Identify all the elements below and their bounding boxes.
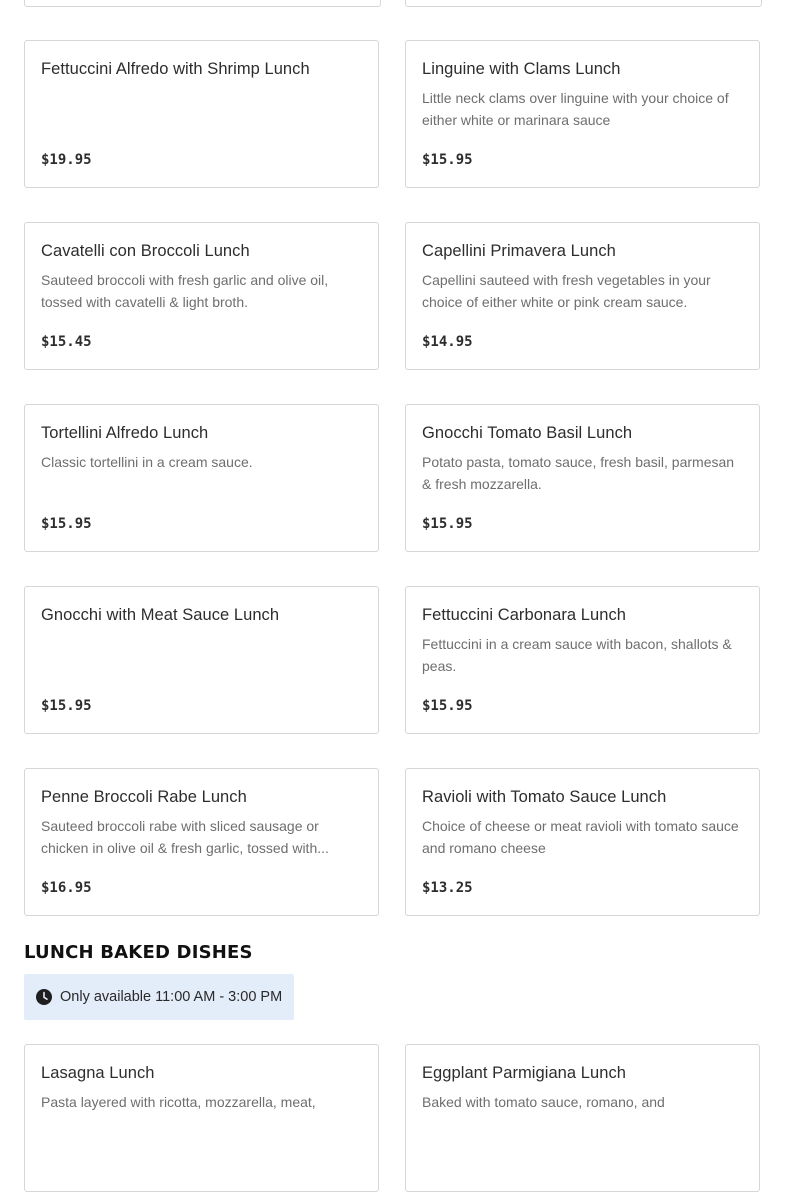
menu-item-price: $15.95: [422, 152, 473, 168]
menu-item-description: Potato pasta, tomato sauce, fresh basil, parmesan & fresh mozzarella.: [422, 454, 735, 492]
menu-item-price: $15.45: [41, 334, 92, 350]
menu-item-name: Ravioli with Tomato Sauce Lunch: [422, 788, 667, 806]
availability-banner: [24, 974, 294, 1020]
menu-item-name: Gnocchi Tomato Basil Lunch: [422, 424, 633, 442]
menu-item-description: Fettuccini in a cream sauce with bacon, shallots & peas.: [422, 636, 732, 674]
menu-item-price: $19.95: [41, 152, 92, 168]
menu-item-card[interactable]: [24, 222, 379, 370]
menu-item-name: Penne Broccoli Rabe Lunch: [41, 788, 247, 806]
section-title: LUNCH BAKED DISHES: [24, 942, 253, 963]
menu-item-name: Fettuccini Carbonara Lunch: [422, 606, 626, 624]
menu-item-name: Capellini Primavera Lunch: [422, 242, 616, 260]
menu-item-description: Little neck clams over linguine with your choice of either white or marinara sauce: [422, 90, 729, 128]
menu-item-price: $14.95: [422, 334, 473, 350]
menu-item-card[interactable]: [24, 1044, 379, 1192]
menu-item-card[interactable]: [405, 1044, 760, 1192]
menu-item-price: $15.95: [422, 516, 473, 532]
menu-item-card-partial[interactable]: [405, 0, 762, 7]
menu-item-name: Linguine with Clams Lunch: [422, 60, 621, 78]
menu-item-card[interactable]: [405, 222, 760, 370]
menu-item-card[interactable]: [24, 586, 379, 734]
menu-item-price: $15.95: [41, 516, 92, 532]
menu-item-name: Cavatelli con Broccoli Lunch: [41, 242, 250, 260]
menu-item-name: Lasagna Lunch: [41, 1064, 155, 1082]
menu-item-name: Fettuccini Alfredo with Shrimp Lunch: [41, 60, 310, 78]
menu-item-card[interactable]: [405, 404, 760, 552]
menu-item-card-partial[interactable]: [24, 0, 381, 7]
menu-item-card[interactable]: [24, 404, 379, 552]
menu-item-description: Sauteed broccoli rabe with sliced sausage or chicken in olive oil & fresh garlic, tossed with...: [41, 818, 329, 856]
menu-item-description: Capellini sauteed with fresh vegetables in your choice of either white or pink cream sauce.: [422, 272, 711, 310]
menu-item-description: Pasta layered with ricotta, mozzarella, meat,: [41, 1094, 316, 1110]
menu-item-description: Baked with tomato sauce, romano, and: [422, 1094, 665, 1110]
menu-item-description: Choice of cheese or meat ravioli with tomato sauce and romano cheese: [422, 818, 739, 856]
menu-item-description: Classic tortellini in a cream sauce.: [41, 454, 253, 470]
menu-item-price: $15.95: [422, 698, 473, 714]
menu-item-name: Gnocchi with Meat Sauce Lunch: [41, 606, 280, 624]
availability-text: Only available 11:00 AM - 3:00 PM: [60, 989, 283, 1005]
menu-item-card[interactable]: [405, 768, 760, 916]
menu-item-name: Tortellini Alfredo Lunch: [41, 424, 209, 442]
menu-item-name: Eggplant Parmigiana Lunch: [422, 1064, 626, 1082]
menu-item-price: $15.95: [41, 698, 92, 714]
menu-item-price: $16.95: [41, 880, 92, 896]
menu-item-card[interactable]: [24, 768, 379, 916]
menu-item-card[interactable]: [24, 40, 379, 188]
clock-icon: [36, 989, 52, 1005]
menu-item-price: $13.25: [422, 880, 473, 896]
menu-item-description: Sauteed broccoli with fresh garlic and olive oil, tossed with cavatelli & light broth.: [41, 272, 329, 310]
menu-item-card[interactable]: [405, 586, 760, 734]
menu-item-card[interactable]: [405, 40, 760, 188]
